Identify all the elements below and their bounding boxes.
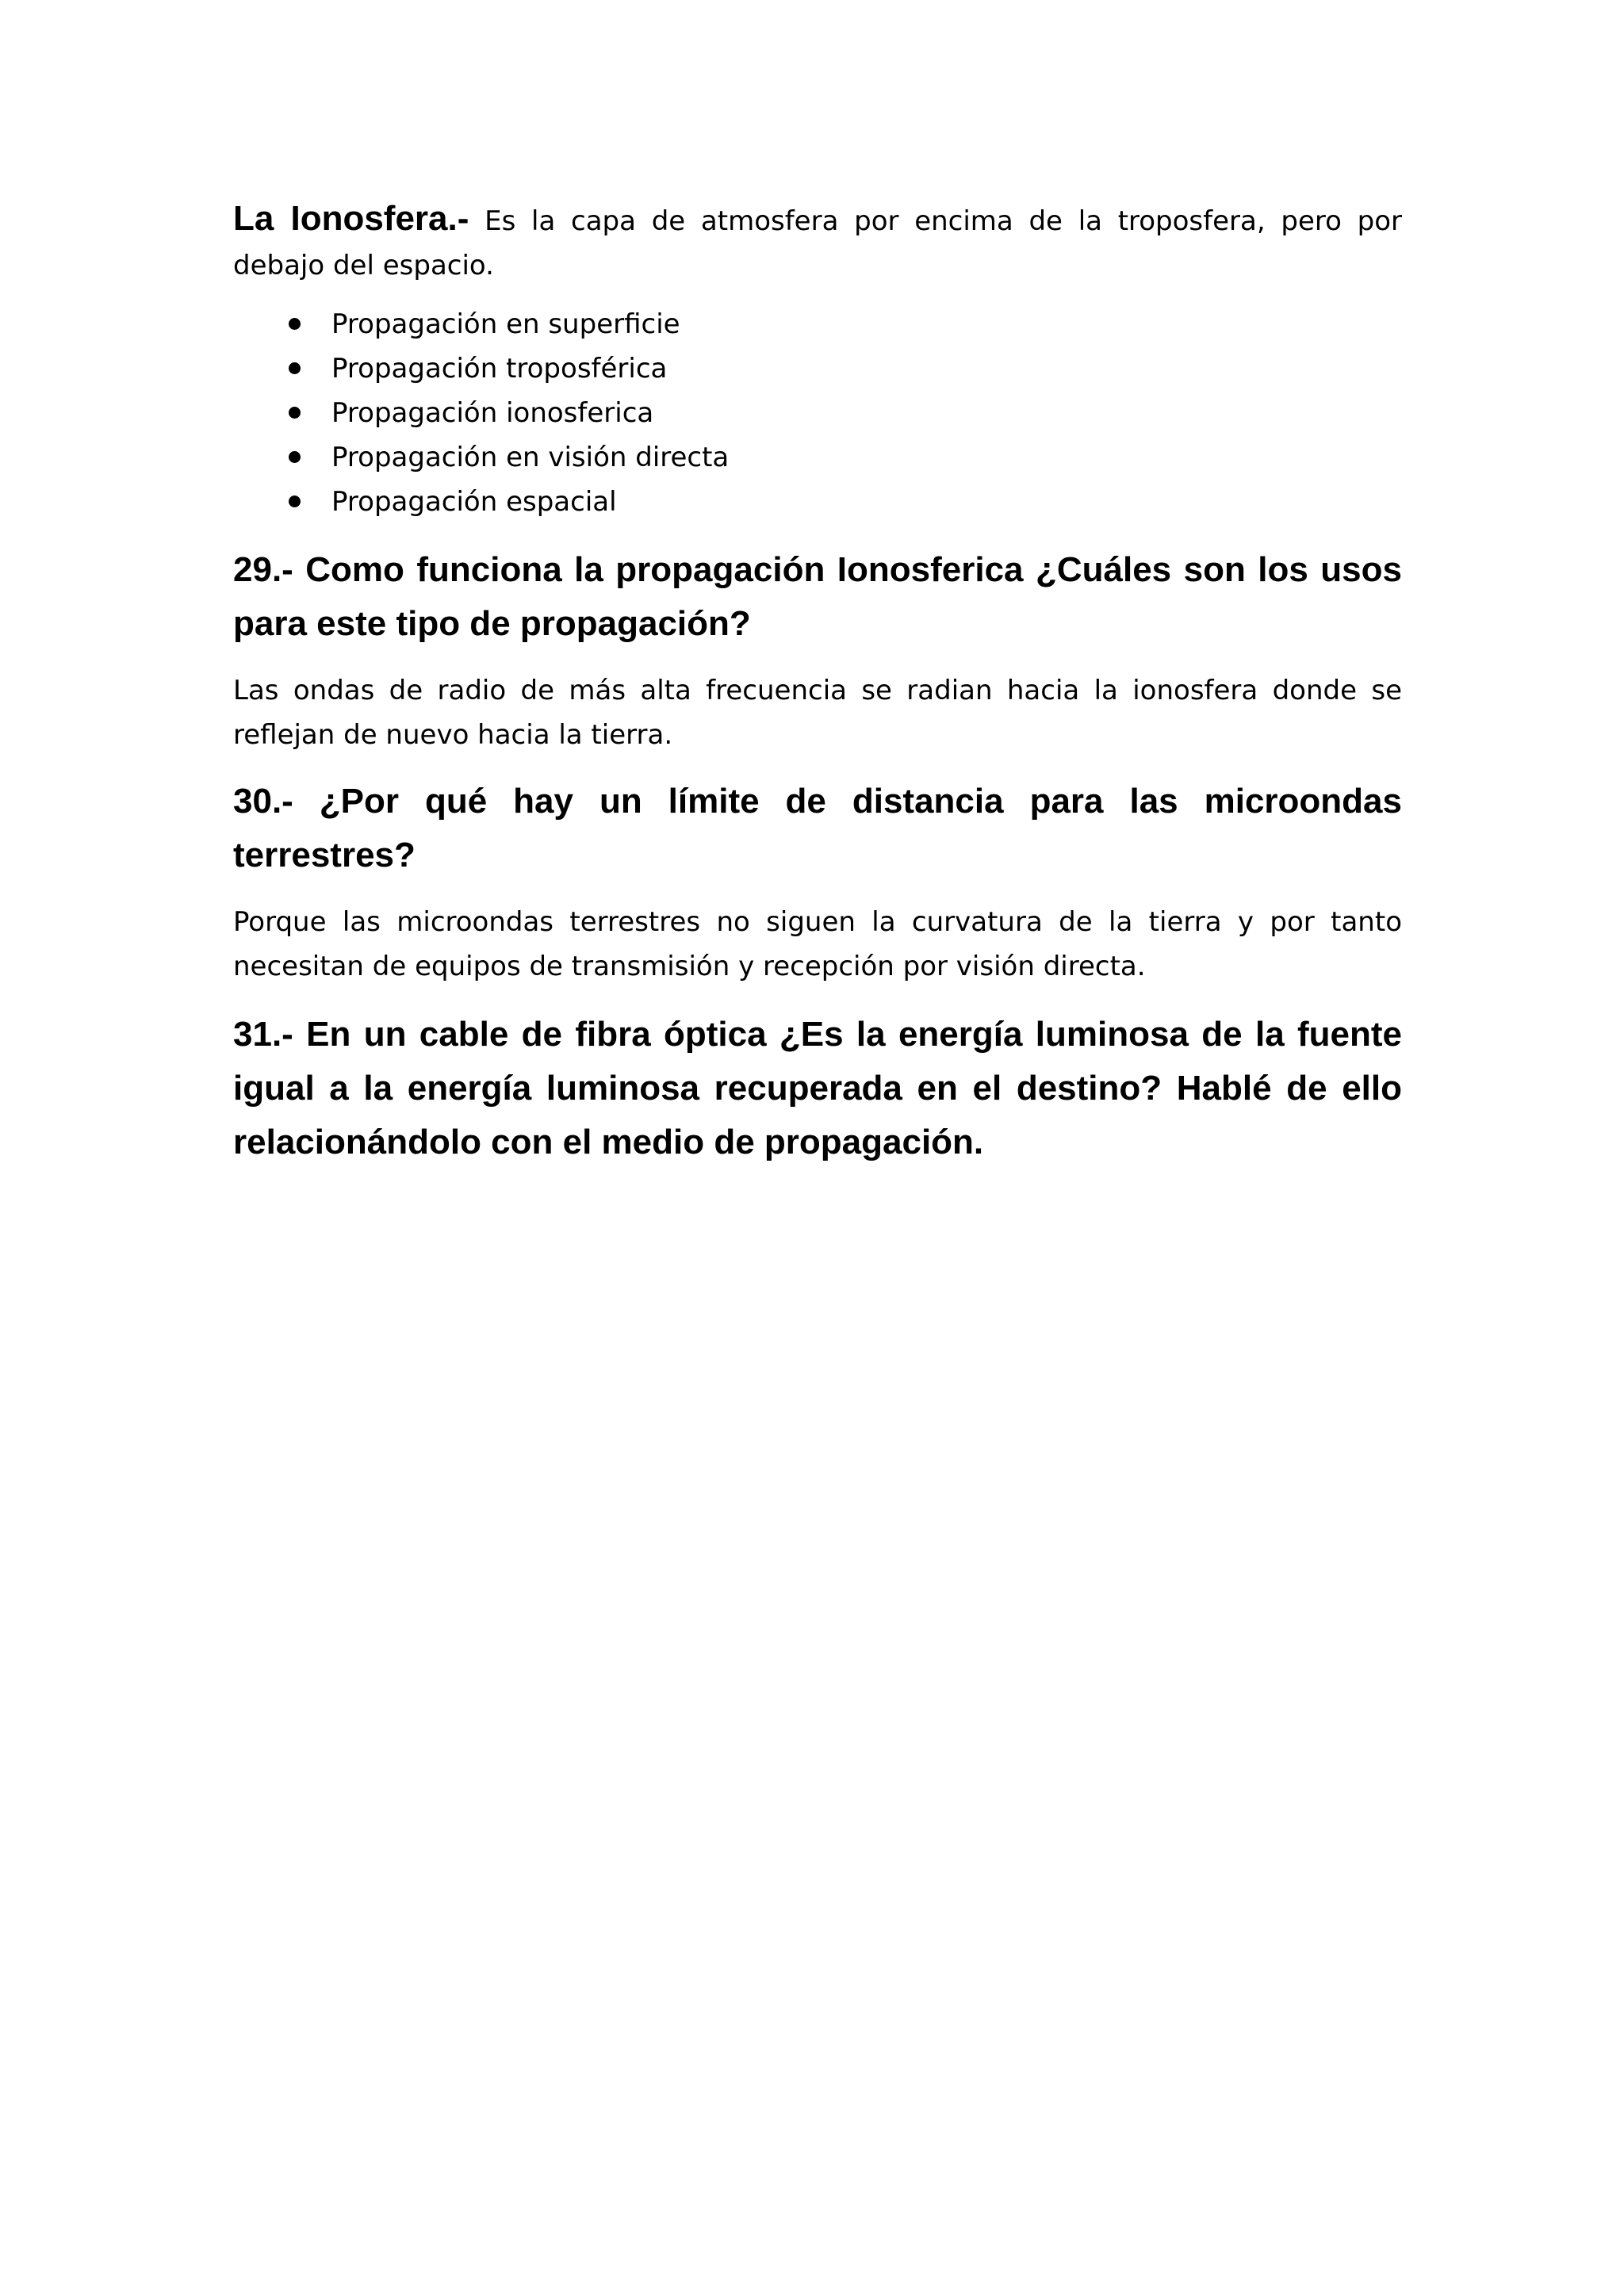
list-item [233, 302, 1402, 346]
bullet-icon [289, 407, 301, 419]
bullet-icon [289, 318, 301, 330]
bullet-icon [289, 451, 301, 463]
bullet-icon [289, 496, 301, 507]
list-item [233, 346, 1402, 391]
ionosfera-definition: Es la capa de atmosfera por encima de la troposfera, pero por debajo del espacio. [233, 205, 1402, 281]
list-item [233, 435, 1402, 480]
propagation-types-list [233, 302, 1402, 524]
list-item [233, 480, 1402, 524]
answer-29-paragraph: Las ondas de radio de más alta frecuencia se radian hacia la ionosfera donde se reflejan de nuevo hacia la tierra. [233, 675, 1402, 751]
document-page [233, 197, 1402, 1169]
list-item [233, 391, 1402, 435]
list-item-label: Propagación en superficie [331, 308, 680, 340]
question-30-heading: 30.- ¿Por qué hay un límite de distancia para las microondas terrestres? [233, 782, 1402, 874]
list-item-label: Propagación espacial [331, 486, 617, 518]
answer-30-paragraph: Porque las microondas terrestres no siguen la curvatura de la tierra y por tanto necesitan de equipos de transmisión y recepción por visión directa. [233, 906, 1402, 982]
ionosfera-term: La Ionosfera.- [233, 199, 469, 238]
ionosfera-paragraph [233, 197, 1402, 288]
question-29-heading: 29.- Como funciona la propagación Ionosferica ¿Cuáles son los usos para este tipo de propagación? [233, 550, 1402, 643]
question-31-heading: 31.- En un cable de fibra óptica ¿Es la energía luminosa de la fuente igual a la energía luminosa recuperada en el destino? Hablé de ello relacionándolo con el medio de propagación. [233, 1015, 1402, 1161]
list-item-label: Propagación en visión directa [331, 442, 730, 473]
list-item-label: Propagación ionosferica [331, 397, 654, 429]
list-item-label: Propagación troposférica [331, 353, 668, 385]
bullet-icon [289, 362, 301, 374]
